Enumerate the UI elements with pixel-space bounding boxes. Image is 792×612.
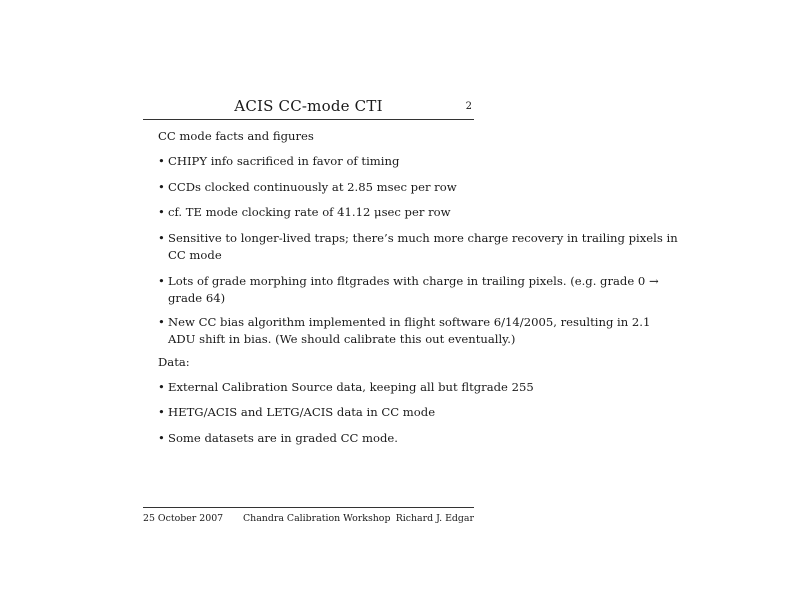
bullet-icon: • xyxy=(158,205,165,219)
footer-author: Richard J. Edgar xyxy=(395,513,474,524)
bullet-icon: • xyxy=(158,315,165,329)
bullet-text: CHIPY info sacrificed in favor of timing xyxy=(168,154,400,168)
bullet-icon: • xyxy=(158,180,165,194)
bullet-item xyxy=(158,314,678,348)
bullet-item xyxy=(158,179,457,196)
bullet-text: HETG/ACIS and LETG/ACIS data in CC mode xyxy=(168,405,436,419)
bullet-text: Sensitive to longer-lived traps; there’s much more charge recovery in trailing pixels in CC mode xyxy=(168,231,678,262)
bullet-text: Some datasets are in graded CC mode. xyxy=(168,431,398,445)
bullet-icon: • xyxy=(158,405,165,419)
bullet-item xyxy=(158,153,399,170)
bullet-text: New CC bias algorithm implemented in flight software 6/14/2005, resulting in 2.1 ADU shift in bias. (We should calibrate this out eventually.) xyxy=(168,315,651,346)
footer-event: Chandra Calibration Workshop xyxy=(243,513,391,524)
slide-footer xyxy=(143,507,474,526)
bullet-icon: • xyxy=(158,231,165,245)
slide-title: ACIS CC-mode CTI xyxy=(234,97,383,115)
footer-date: 25 October 2007 xyxy=(143,513,224,524)
bullet-item xyxy=(158,404,435,421)
bullet-text: External Calibration Source data, keeping all but fltgrade 255 xyxy=(168,380,534,394)
bullet-icon: • xyxy=(158,154,165,168)
bullet-icon: • xyxy=(158,431,165,445)
bullet-item xyxy=(158,230,678,264)
page-number: 2 xyxy=(465,101,472,112)
slide-content xyxy=(158,128,678,445)
bullet-text: Lots of grade morphing into fltgrades with charge in trailing pixels. (e.g. grade 0 → grade 64) xyxy=(168,274,659,305)
bullet-item xyxy=(158,204,451,221)
bullet-item xyxy=(158,430,398,447)
bullet-icon: • xyxy=(158,274,165,288)
slide-header xyxy=(143,97,474,120)
bullet-item xyxy=(158,379,534,396)
bullet-text: cf. TE mode clocking rate of 41.12 μsec per row xyxy=(168,205,451,219)
facts-heading: CC mode facts and figures xyxy=(158,129,314,143)
bullet-icon: • xyxy=(158,380,165,394)
data-heading: Data: xyxy=(158,355,190,369)
bullet-text: CCDs clocked continuously at 2.85 msec per row xyxy=(168,180,457,194)
bullet-item xyxy=(158,273,678,307)
